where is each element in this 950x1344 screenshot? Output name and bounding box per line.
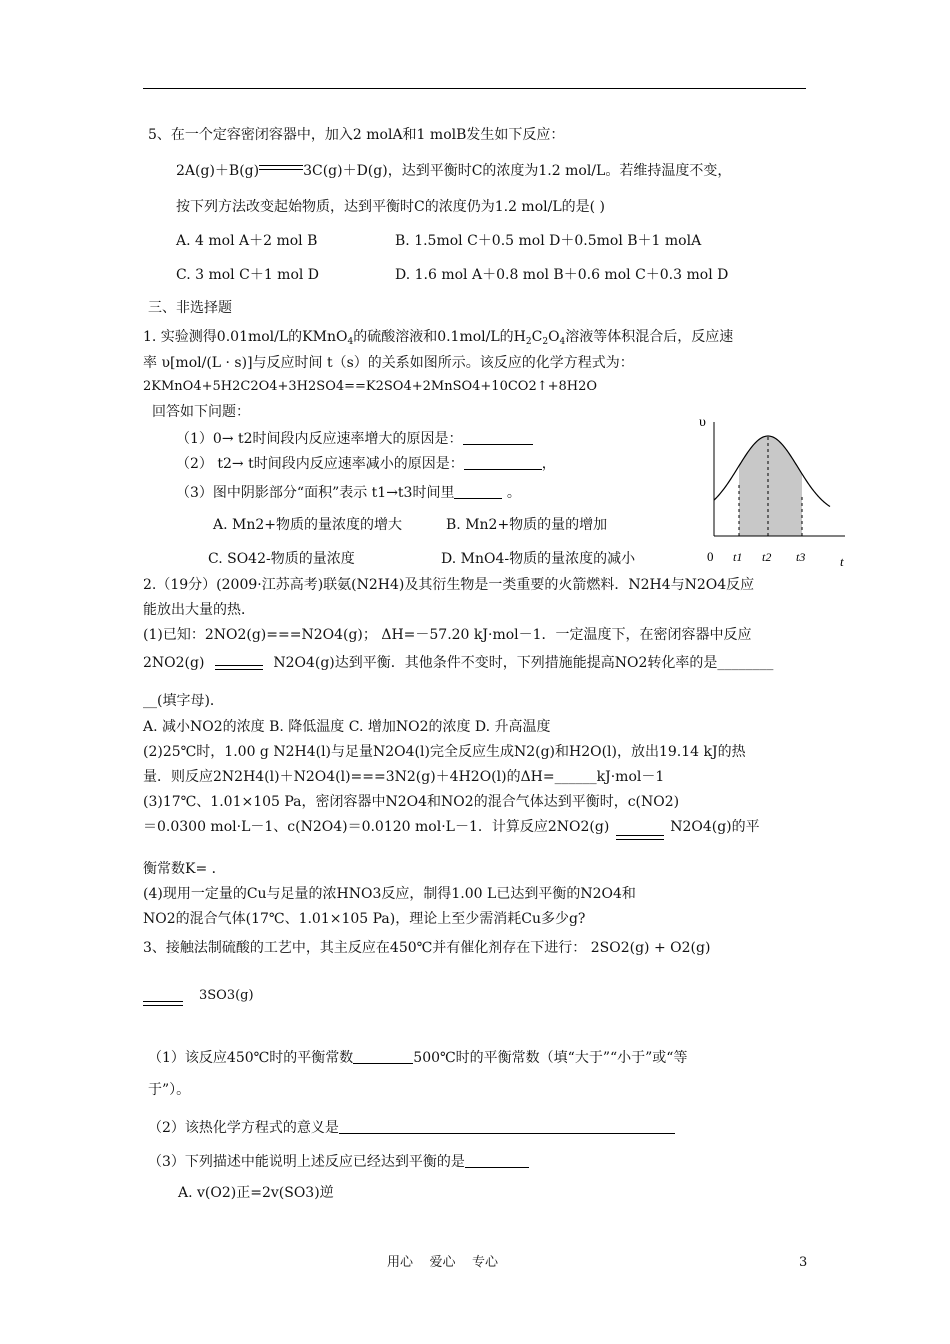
equilibrium-arrow-icon [616,833,664,843]
footer-motto: 用心 爱心 专心 [387,1255,499,1270]
q5-line3: 按下列方法改变起始物质，达到平衡时C的浓度仍为1.2 mol/L的是( ) [176,199,605,215]
p1-intro: 回答如下问题： [152,404,250,420]
q5-option-c: C. 3 mol C＋1 mol D [176,267,320,283]
p2-line4-b: N2O4(g)达到平衡．其他条件不变时，下列措施能提高NO2转化率的是________ [273,655,774,671]
p1-equation: 2KMnO4+5H2C2O4+3H2SO4==K2SO4+2MnSO4+10CO2↑+8H2O [143,379,598,394]
answer-blank[interactable] [353,1049,413,1064]
answer-blank[interactable] [339,1119,675,1134]
p3-sub1-cont: 于”）。 [148,1082,191,1098]
p1-line1: 1. 实验测得0.01mol/L的KMnO$_4$的硫酸溶液和0.1mol/L的$H_2C_2O_4$溶液等体积混合后，反应速 [143,329,734,347]
p1-sub3-end: 。 [506,485,521,501]
page-number: 3 [799,1255,808,1270]
tick-label-t2: t2 [762,550,772,564]
p1-text-c: C [531,329,543,345]
p3-option-a: A. v(O2)正=2v(SO3)逆 [178,1185,334,1201]
p1-sub2 [176,455,556,471]
q5-reactants: 2A(g)＋B(g) [176,163,260,179]
p1-line2: 率 υ[mol/(L · s)]与反应时间 t（s）的关系如图所示。该反应的化学方程式为： [143,355,634,371]
tick-label-t1: t1 [733,550,743,564]
answer-blank[interactable] [463,430,533,445]
p2-line5: __(填字母)． [143,693,224,709]
p3-sub3-text: （3）下列描述中能说明上述反应已经达到平衡的是 [148,1154,465,1170]
p2-line3: (1)已知：2NO2(g)===N2O4(g)； ΔH=－57.20 kJ·mol－1．一定温度下，在密闭容器中反应 [143,627,752,643]
p3-line1: 3、接触法制硫酸的工艺中，其主反应在450℃并有催化剂存在下进行： 2SO2(g) + O2(g) [143,940,711,956]
answer-blank[interactable] [454,484,502,499]
equilibrium-arrow-icon [215,663,263,673]
p1-option-c: C. SO42-物质的量浓度 [208,551,355,567]
rate-time-chart [695,410,855,570]
p1-sub1-text: （1）0→ t2时间段内反应速率增大的原因是： [176,431,463,447]
p1-sub3-text: （3）图中阴影部分“面积”表示 t1→t3时间里 [176,485,455,501]
equilibrium-arrow-icon [259,163,303,173]
p2-line9-b: N2O4(g)的平 [670,819,760,835]
p1-sub2-text: （2） t2→ t时间段内反应速率减小的原因是： [176,456,464,472]
origin-label: 0 [707,549,714,564]
q5-products: 3C(g)＋D(g)，达到平衡时C的浓度为1.2 mol/L。若维持温度不变， [303,163,732,179]
p3-line2 [143,988,254,1009]
y-axis-label: υ [699,415,706,430]
p3-sub1 [148,1049,687,1065]
q5-line1: 5、在一个定容密闭容器中，加入2 molA和1 molB发生如下反应： [148,127,565,143]
p2-line2: 能放出大量的热． [143,602,255,618]
p2-line11: (4)现用一定量的Cu与足量的浓HNO3反应，制得1.00 L已达到平衡的N2O4和 [143,886,636,902]
tick-label-t3: t3 [796,550,806,564]
answer-blank[interactable] [464,455,542,470]
p2-line6: (2)25℃时，1.00 g N2H4(l)与足量N2O4(l)完全反应生成N2(g)和H2O(l)，放出19.14 kJ的热 [143,744,746,760]
p1-sub3 [176,484,521,500]
p1-option-d: D. MnO4-物质的量浓度的减小 [441,551,636,567]
p1-text-e: 溶液等体积混合后，反应速 [565,329,734,345]
section-heading: 三、非选择题 [148,300,232,316]
p3-sub2 [148,1119,675,1135]
p1-option-b: B. Mn2+物质的量的增加 [446,517,608,533]
p1-text-a: 1. 实验测得0.01mol/L的KMnO [143,329,348,345]
p2-line12: NO2的混合气体(17℃、1.01×105 Pa)，理论上至少需消耗Cu多少g? [143,911,586,927]
x-axis-label: t [840,554,844,569]
p3-product: 3SO3(g) [199,988,254,1003]
equilibrium-arrow-icon [143,999,183,1009]
answer-blank[interactable] [465,1153,529,1168]
q5-line2 [176,163,731,178]
p3-sub1-b: 500℃时的平衡常数（填“大于”“小于”或“等 [413,1050,688,1066]
p2-line8: (3)17℃、1.01×105 Pa，密闭容器中N2O4和NO2的混合气体达到平衡时，c(NO2) [143,794,680,810]
p1-text-d: O [548,329,560,345]
p2-line9-a: ＝0.0300 mol·L－1、c(N2O4)＝0.0120 mol·L－1．计算反应2NO2(g) [143,819,610,835]
p2-line10: 衡常数K= ． [143,861,226,877]
p2-line1: 2.（19分）(2009·江苏高考)联氨(N2H4)及其衍生物是一类重要的火箭燃料．N2H4与N2O4反应 [143,577,755,593]
q5-option-b: B. 1.5mol C＋0.5 mol D＋0.5mol B＋1 molA [395,233,702,249]
p1-sub2-end: ， [541,456,556,472]
p2-line4 [143,656,773,673]
q5-option-a: A. 4 mol A＋2 mol B [176,233,318,249]
p2-options: A. 减小NO2的浓度 B. 降低温度 C. 增加NO2的浓度 D. 升高温度 [143,719,551,735]
p3-sub1-a: （1）该反应450℃时的平衡常数 [148,1050,354,1066]
p2-line4-a: 2NO2(g) [143,655,205,671]
p3-sub3 [148,1153,529,1169]
p2-line7: 量．则反应2N2H4(l)＋N2O4(l)===3N2(g)＋4H2O(l)的ΔH=______kJ·mol－1 [143,769,665,785]
p1-text-b: 的硫酸溶液和0.1mol/L的H [353,329,526,345]
q5-option-d: D. 1.6 mol A＋0.8 mol B＋0.6 mol C＋0.3 mol D [395,267,729,283]
header-rule [143,88,806,89]
p2-line9 [143,820,760,843]
p1-option-a: A. Mn2+物质的量浓度的增大 [213,517,402,533]
p1-sub1 [176,430,533,446]
p3-sub2-text: （2）该热化学方程式的意义是 [148,1120,339,1136]
